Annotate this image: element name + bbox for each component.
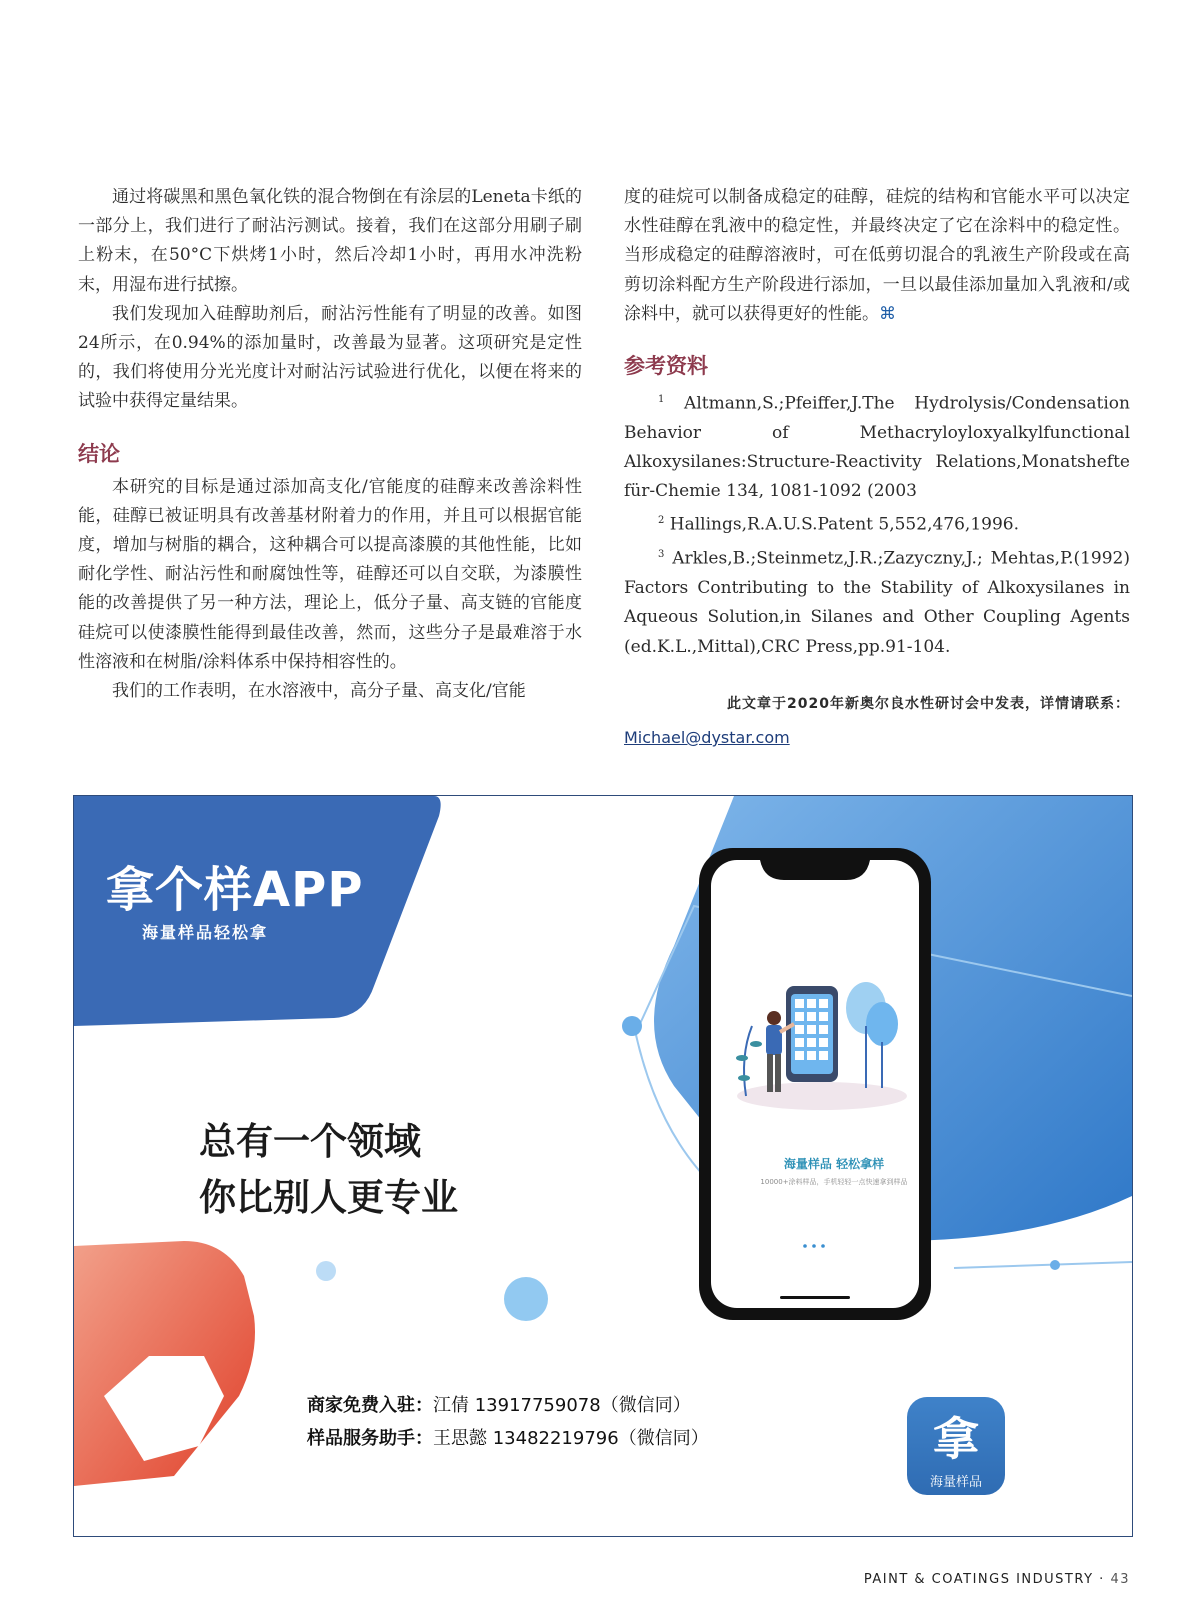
reference-item: $^2$ Hallings,R.A.U.S.Patent 5,552,476,1996. [658,515,1019,536]
body-paragraph: 度的硅烷可以制备成稳定的硅醇，硅烷的结构和官能水平可以决定水性硅醇在乳液中的稳定性，并最终决定了它在涂料中的稳定性。当形成稳定的硅醇溶液时，可在低剪切混合的乳液生产阶段或在高剪切涂料配方生产阶段进行添加，一旦以最佳添加量加入乳液和/或涂料中，就可以获得更好的性能。⌘ [624,187,1130,324]
ad-slogan-line-2: 你比别人更专业 [199,1176,458,1219]
reference-item: $^3$ Arkles,B.;Steinmetz,J.R.;Zazyczny,J.; Mehtas,P.(1992) Factors Contributing to the Stability of Alkoxysilanes in Aqueous Solution,in Silanes and Other Coupling Agents (ed.K.L.,Mittal),CRC Press,pp.91-104. [624,549,1131,657]
ad-slogan-line-1: 总有一个领域 [199,1120,421,1163]
phone-caption: 海量样品 轻松拿样 [783,1157,885,1171]
illustration-person [767,1011,781,1025]
body-paragraph: 我们发现加入硅醇助剂后，耐沾污性能有了明显的改善。如图24所示，在0.94%的添加量时，改善最为显著。这项研究是定性的，我们将使用分光光度计对耐沾污试验进行优化，以便在将来的试验中获得定量结果。 [78,303,582,412]
ad-slogan [199,1114,458,1226]
page-number: 43 [1110,1572,1130,1587]
left-column [78,183,582,706]
body-paragraph: 通过将碳黑和黑色氧化铁的混合物倒在有涂层的Leneta卡纸的一部分上，我们进行了耐沾污测试。接着，我们在这部分用刷子刷上粉末，在50°C下烘烤1小时，然后冷却1小时，再用水冲洗粉末，用湿布进行拭擦。 [78,187,582,295]
right-column [624,183,1130,752]
ad-title: 拿个样APP [106,862,364,918]
contact-sample-assistant: 样品服务助手：王思懿 13482219796（微信同） [307,1428,709,1449]
page-footer [864,1572,1130,1587]
phone-subcaption: 10000+涂料样品，手机轻轻一点快速拿到样品 [760,1178,908,1186]
body-paragraph: 本研究的目标是通过添加高支化/官能度的硅醇来改善涂料性能，硅醇已被证明具有改善基材附着力的作用，并且可以根据官能度，增加与树脂的耦合，这种耦合可以提高漆膜的其他性能，比如耐化学性、耐沾污性和耐腐蚀性等，硅醇还可以自交联，为漆膜性能的改善提供了另一种方法，理论上，低分子量、高支链的官能度硅烷可以使漆膜性能得到最佳改善，然而，这些分子是最难溶于水性溶液和在树脂/涂料体系中保持相容性的。 [78,476,582,672]
contact-list [307,1389,709,1455]
footer-separator: · [1099,1572,1105,1587]
phone-notch [760,860,870,880]
ad-subtitle: 海量样品轻松拿 [142,923,269,942]
conclusion-heading: 结论 [78,441,120,466]
references-heading: 参考资料 [624,354,708,379]
app-logo-icon: 拿 海量样品 [907,1397,1005,1495]
journal-name: PAINT & COATINGS INDUSTRY [863,1572,1094,1587]
presentation-note: 此文章于2020年新奥尔良水性研讨会中发表，详情请联系： [727,695,1130,712]
reference-item: $^1$ Altmann,S.;Pfeiffer,J.The Hydrolysis/Condensation Behavior of Methacryloyloxyalkylfunctional Alkoxysilanes:Structure-Reactivity Relations,Monatshefte für-Chemie 134, 1081-1092 (2003 [624,393,1130,502]
contact-email-link[interactable]: Michael@dystar.com [624,728,790,748]
contact-merchant: 商家免费入驻：江倩 13917759078（微信同） [307,1395,691,1416]
body-paragraph: 我们的工作表明，在水溶液中，高分子量、高支化/官能 [112,681,526,702]
end-mark-icon: ⌘ [879,303,896,324]
app-advertisement [73,795,1133,1537]
